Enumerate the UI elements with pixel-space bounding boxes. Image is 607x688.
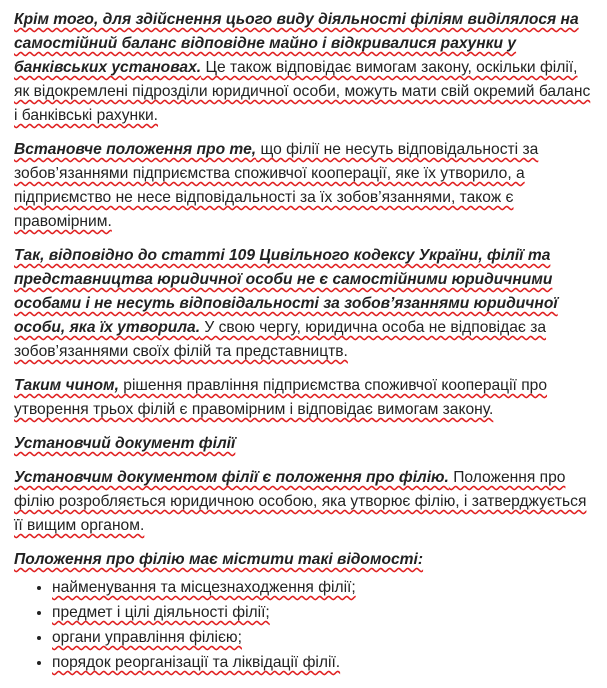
paragraph-5-text: Положення про філію розробляється юридичною особою, яка утворює філію, і затверджується її вищим органом.	[14, 469, 587, 534]
paragraph-4	[14, 374, 597, 422]
list-item	[52, 626, 597, 650]
paragraph-4-emphasis: Таким чином,	[14, 377, 119, 394]
list-item	[52, 576, 597, 600]
section-heading-text: Установчий документ філії	[14, 435, 236, 452]
paragraph-3	[14, 244, 597, 364]
paragraph-3-text: У свою чергу, юридична особа не відповідає за зобов’язаннями своїх філій та представництв.	[14, 319, 547, 360]
paragraph-1-text: Це також відповідає вимогам закону, оскільки філії, як відокремлені підрозділи юридичної особи, можуть мати свій окремий баланс і банківські рахунки.	[14, 59, 591, 124]
list-item-text: органи управління філією;	[52, 629, 242, 646]
paragraph-3-emphasis: Так, відповідно до статті 109 Цивільного кодексу України, філії та представництва юридичної особи не є самостійними юридичними особами і не несуть відповідальності за зобов’язаннями юридичної особи, яка їх утворила.	[14, 247, 558, 336]
bullet-list	[14, 576, 597, 675]
list-item-text: найменування та місцезнаходження філії;	[52, 579, 356, 596]
paragraph-4-text: рішення правління підприємства споживчої кооперації про утворення трьох філій є правомірним і відповідає вимогам закону.	[14, 377, 548, 418]
section-heading	[14, 432, 597, 456]
paragraph-5-emphasis: Установчим документом філії є положення про філію.	[14, 469, 449, 486]
paragraph-5	[14, 466, 597, 538]
paragraph-2-emphasis: Встановче положення про те,	[14, 141, 257, 158]
list-item-text: предмет і цілі діяльності філії;	[52, 604, 270, 621]
list-item-text: порядок реорганізації та ліквідації філії.	[52, 654, 341, 671]
paragraph-2	[14, 138, 597, 234]
list-intro-text: Положення про філію має містити такі відомості:	[14, 551, 424, 568]
list-intro	[14, 548, 597, 572]
paragraph-1-emphasis: Крім того, для здійснення цього виду діяльності філіям виділялося на самостійний баланс відповідне майно і відкривалися рахунки у банківських установах.	[14, 11, 579, 76]
list-item	[52, 601, 597, 625]
list-item	[52, 651, 597, 675]
paragraph-1	[14, 8, 597, 128]
paragraph-2-text: що філії не несуть відповідальності за зобов’язаннями підприємства споживчої кооперації, яке їх утворило, а підприємство не несе відповідальності за їх зобов’язаннями, також є правомірним.	[14, 141, 539, 230]
